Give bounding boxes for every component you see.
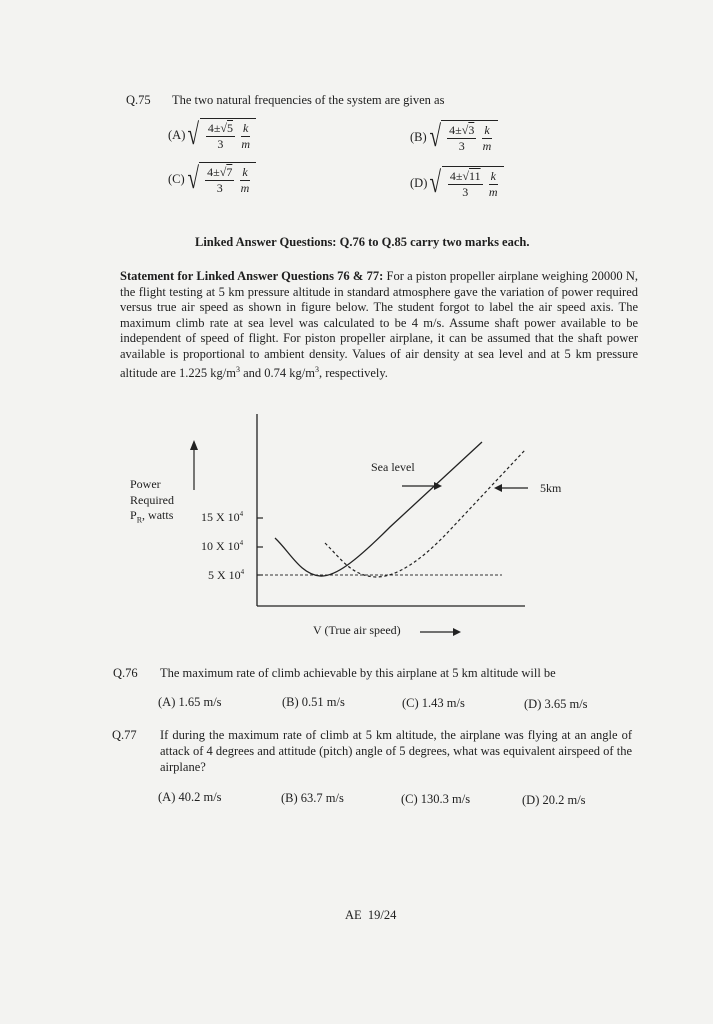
q76-option-b: (B) 0.51 m/s [282,695,345,709]
q77-option-a: (A) 40.2 m/s [158,790,222,804]
series-5km [325,450,525,577]
option-label: (B) [410,129,427,144]
q77-option-c: (C) 130.3 m/s [401,792,471,806]
q76-text: The maximum rate of climb achievable by this airplane at 5 km altitude will be [160,666,556,680]
linked-questions-heading: Linked Answer Questions: Q.76 to Q.85 carry two marks each. [195,235,530,249]
q77-number: Q.77 [112,728,137,742]
q76-number: Q.76 [113,666,138,680]
y-tick-label-10e4: 10 X $10^4$ [201,539,244,553]
y-tick-label-15e4: 15 X $10^4$ [201,510,244,524]
curve-label-sea-level: Sea level [371,460,415,474]
statement-heading: Statement for Linked Answer Questions 76 & 77: [120,269,384,283]
q75-option-d: (D) √ $\frac{4\pm√11}{3}$ $\frac{k}{m}$ [410,166,504,200]
q75-number: Q.75 [126,93,151,107]
statement-body: For a piston propeller airplane weighing 20000 N, the flight testing at 5 km pressure altitude in standard atmosphere gave the variation of power required versus true air speed as shown in figure below. The student forgot to label the air speed axis. The maximum climb rate at sea level was calculated to be 4 m/s. Assume shaft power available to be independent of speed of flight. For piston propeller airplane, it can be assumed that the shaft power available is proportional to ambient density. Values of air density at sea level and at 5 km pressure altitude are 1.225 kg/m [120,269,638,381]
q75-text: The two natural frequencies of the system are given as [172,93,445,107]
option-label: (A) [168,127,186,142]
q75-option-a: (A) √ $\frac{4\pm√5}{3}$ $\frac{k}{m}$ [168,118,256,152]
linked-statement: Statement for Linked Answer Questions 76 & 77: For a piston propeller airplane weighing 20000 N, the flight testing at 5 km pressure altitude in standard atmosphere gave the variation of power required versus true air speed as shown in figure below. The student forgot to label the air speed axis. The maximum climb rate at sea level was calculated to be 4 m/s. Assume shaft power available to be independent of speed of flight. For piston propeller airplane, it can be assumed that the shaft power available is proportional to ambient density. Values of air density at sea level and at 5 km pressure altitude are 1.225 $kg/m^3$ and 0.74 $kg/m^3$, respectively. [120,269,638,381]
5km-pointer-head [494,484,502,492]
q76-option-c: (C) 1.43 m/s [402,696,465,710]
y-axis-arrowhead [190,440,198,450]
q75-option-c: (C) √ $\frac{4\pm√7}{3}$ $\frac{k}{m}$ [168,162,256,196]
q76-option-d: (D) 3.65 m/s [524,697,588,711]
y-tick-label-5e4: 5 X $10^4$ [208,568,245,582]
curve-label-5km: 5km [540,481,562,495]
y-axis-label: Power Required $P_R$, watts [130,477,174,525]
page-footer: AE 19/24 [345,908,397,922]
q77-option-b: (B) 63.7 m/s [281,791,344,805]
q77-option-d: (D) 20.2 m/s [522,793,586,807]
option-label: (C) [168,171,185,186]
q76-option-a: (A) 1.65 m/s [158,695,222,709]
power-required-chart [120,402,540,642]
x-axis-label: V (True air speed) [313,623,401,637]
q75-option-b: (B) √ $\frac{4\pm√3}{3}$ $\frac{k}{m}$ [410,120,498,154]
option-label: (D) [410,175,428,190]
x-axis-arrow [420,626,464,638]
q77-text: If during the maximum rate of climb at 5 km altitude, the airplane was flying at an angle of attack of 4 degrees and attitude (pitch) angle of 5 degrees, what was equivalent airspeed of the airplane? [160,728,632,774]
